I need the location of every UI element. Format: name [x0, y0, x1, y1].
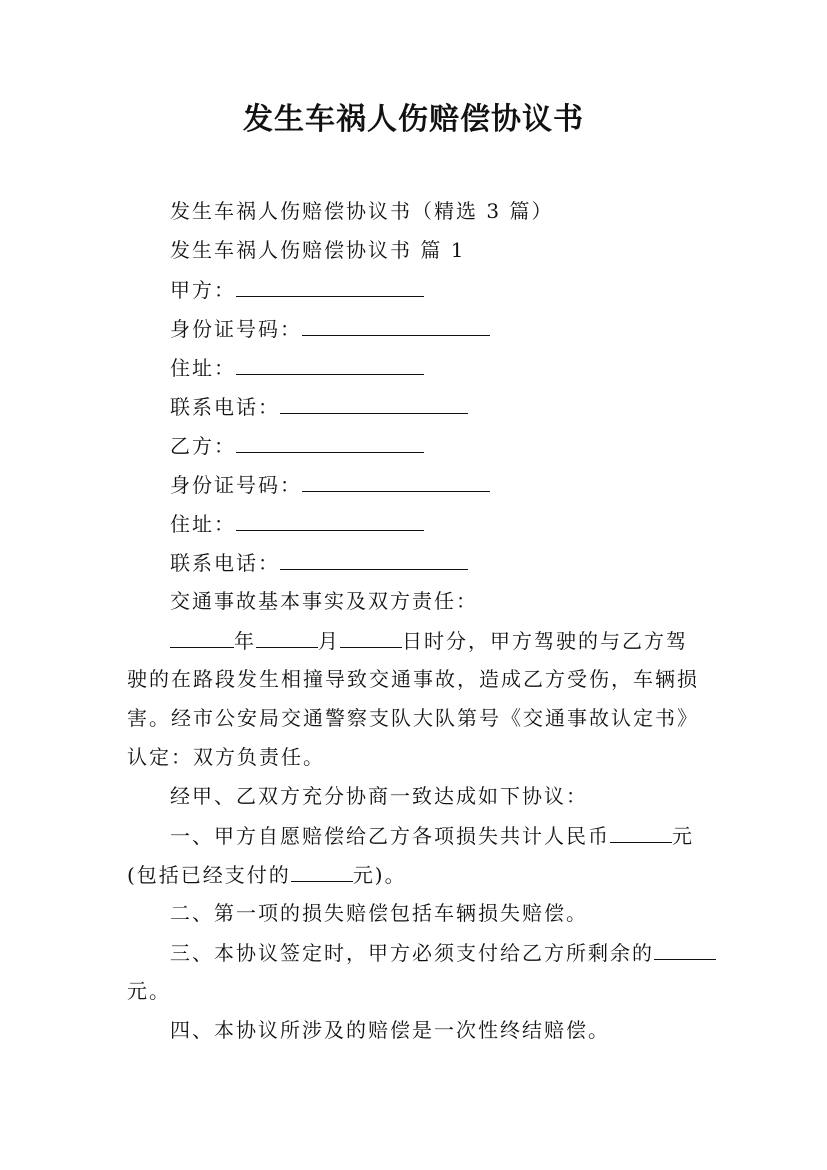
facts-line-4: 认定：双方负责任。	[127, 745, 325, 769]
party-a-id-label: 身份证号码：	[170, 317, 302, 341]
agreement-intro: 经甲、乙双方充分协商一致达成如下协议：	[170, 784, 588, 808]
clause-2: 二、第一项的损失赔偿包括车辆损失赔偿。	[170, 901, 588, 925]
section-heading: 发生车祸人伤赔偿协议书 篇 1	[170, 238, 466, 262]
party-b-phone-line	[170, 547, 468, 578]
party-b-address-label: 住址：	[170, 512, 236, 536]
party-a-phone-label: 联系电话：	[170, 395, 280, 419]
party-b-id-label: 身份证号码：	[170, 473, 302, 497]
clause-4: 四、本协议所涉及的赔偿是一次性终结赔偿。	[170, 1018, 610, 1042]
party-b-id-blank	[302, 469, 490, 492]
facts-line-1	[170, 625, 688, 656]
party-b-id-line	[170, 469, 490, 500]
party-a-blank	[236, 274, 424, 297]
clause-1-unit: 元	[672, 824, 694, 848]
clause-1-line-2	[127, 859, 407, 890]
clause-1-line-2-prefix: (包括已经支付的	[127, 863, 291, 887]
party-a-address-line	[170, 352, 424, 383]
party-a-phone-blank	[280, 391, 468, 414]
clause-3-line-2: 元。	[127, 979, 171, 1003]
party-b-address-line	[170, 508, 424, 539]
clause-3-line-1	[170, 937, 716, 968]
party-a-line	[170, 274, 424, 305]
party-b-address-blank	[236, 508, 424, 531]
party-a-id-blank	[302, 313, 490, 336]
year-blank	[170, 625, 234, 648]
clause-1-amount-blank	[610, 820, 672, 843]
clause-1-text: 一、甲方自愿赔偿给乙方各项损失共计人民币	[170, 824, 610, 848]
party-a-address-blank	[236, 352, 424, 375]
clause-1-line-2-suffix: 元)。	[352, 863, 407, 887]
document-subtitle: 发生车祸人伤赔偿协议书（精选 3 篇）	[170, 199, 554, 223]
party-b-phone-label: 联系电话：	[170, 551, 280, 575]
party-b-line	[170, 430, 424, 461]
month-blank	[256, 625, 318, 648]
facts-heading: 交通事故基本事实及双方责任：	[170, 589, 478, 613]
party-b-label: 乙方：	[170, 434, 236, 458]
party-a-label: 甲方：	[170, 278, 236, 302]
document-title: 发生车祸人伤赔偿协议书	[243, 102, 584, 137]
facts-line-2: 驶的在路段发生相撞导致交通事故，造成乙方受伤，车辆损	[127, 667, 699, 691]
party-a-address-label: 住址：	[170, 356, 236, 380]
month-label: 月	[318, 629, 340, 653]
facts-line-1-rest: 日时分，甲方驾驶的与乙方驾	[402, 629, 688, 653]
party-b-phone-blank	[280, 547, 468, 570]
facts-line-3: 害。经市公安局交通警察支队大队第号《交通事故认定书》	[127, 706, 699, 730]
party-b-blank	[236, 430, 424, 453]
clause-1-paid-blank	[291, 859, 353, 882]
party-a-phone-line	[170, 391, 468, 422]
clause-1-line-1	[170, 820, 694, 851]
clause-3-text: 三、本协议签定时，甲方必须支付给乙方所剩余的	[170, 941, 654, 965]
day-blank	[340, 625, 402, 648]
year-label: 年	[234, 629, 256, 653]
clause-3-amount-blank	[654, 937, 716, 960]
party-a-id-line	[170, 313, 490, 344]
